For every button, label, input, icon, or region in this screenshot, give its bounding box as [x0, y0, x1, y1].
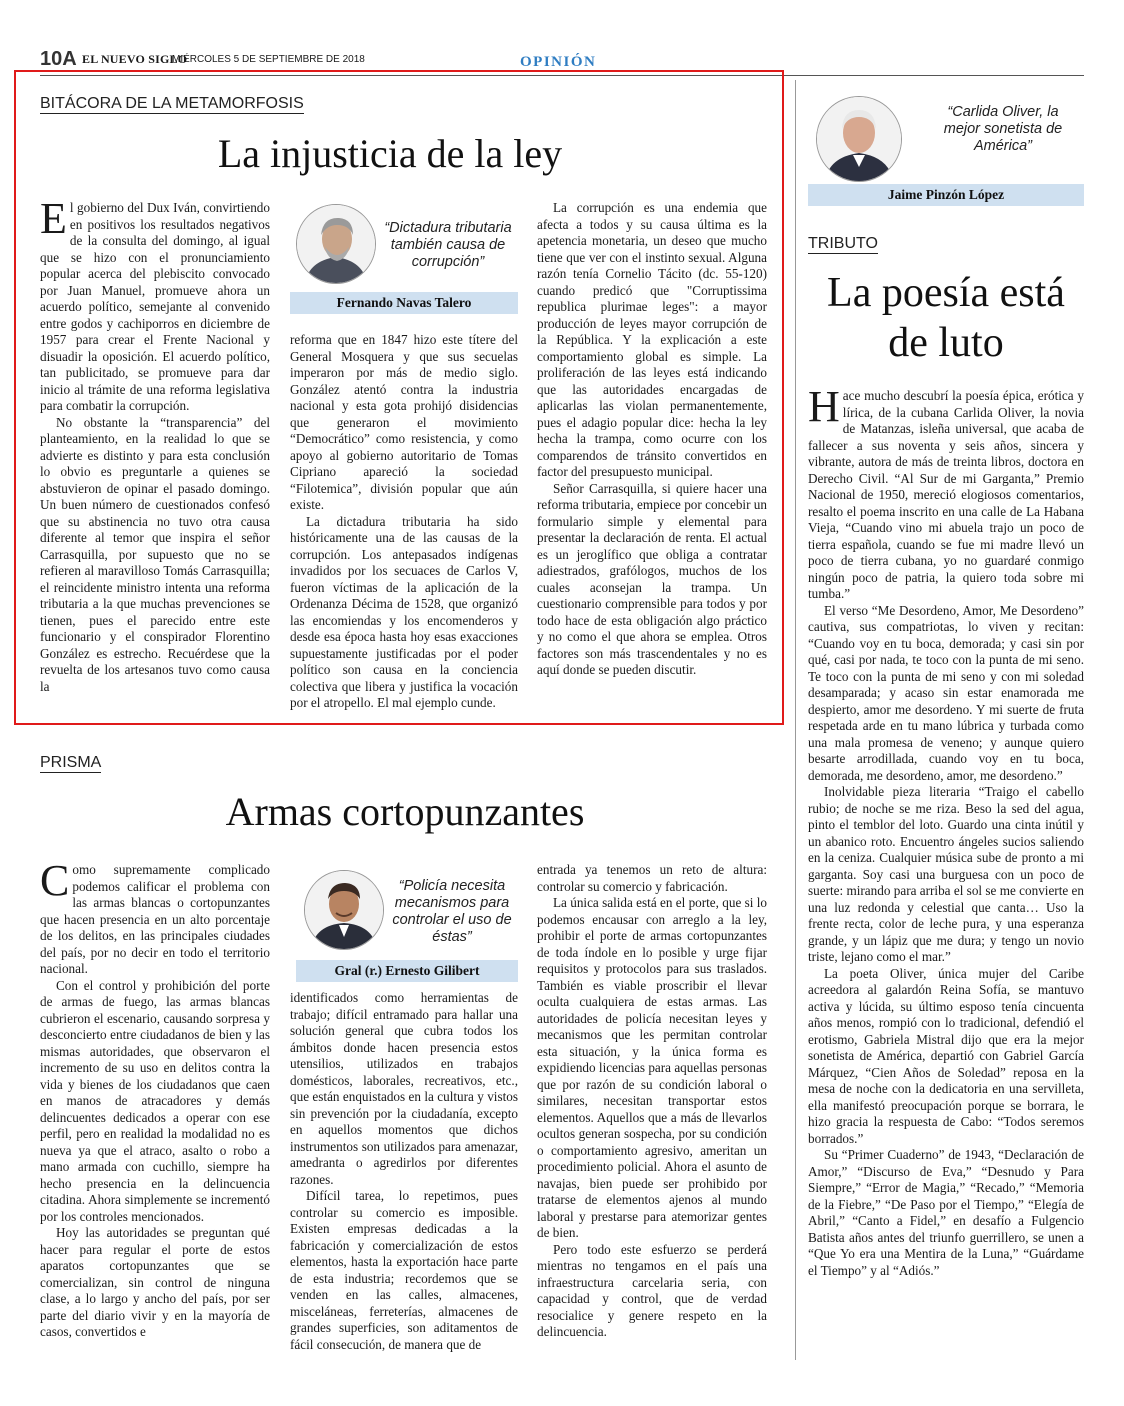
article2-column-1 [40, 862, 270, 1352]
article1-column-3 [537, 200, 767, 710]
article1-column-2 [290, 332, 518, 710]
kicker-label: TRIBUTO [808, 235, 878, 252]
drop-cap: E [40, 200, 67, 243]
paragraph: Señor Carrasquilla, si quiere hacer una reforma tributaria, empiece por concebir un formulario simple y elemental para presentar la declaración de renta. El actual es un jeroglífico que obliga a contratar adiestrados, grafólogos, muchos de los cuales aconsejan la trampa. Un cuestionario comprensible para todos y por todo hace de esta obligación algo práctico y no como el que ahora se emplea. Otros factores son más trascendentales y no es aquí donde se pueden discutir. [537, 480, 767, 677]
article2-column-2 [290, 990, 518, 1352]
article2-column-3 [537, 862, 767, 1352]
kicker-label: BITÁCORA DE LA METAMORFOSIS [40, 95, 304, 112]
author-photo [304, 870, 384, 950]
kicker-label: PRISMA [40, 754, 102, 771]
pull-quote: “Carlida Oliver, la mejor sonetista de América” [943, 104, 1063, 154]
pull-quote: “Dictadura tributaria también causa de corrupción” [384, 220, 512, 270]
paragraph: Con el control y prohibición del porte de armas de fuego, las armas blancas cubrieron el escenario, causando sorpresa y desconcierto entre ciudadanos de bien y las mismas autoridades, que observaron el incremento de su uso en delitos contra la vida y bienes de los ciudadanos que caen en manos de atracadores y demás delincuentes dedicados a operar con ese perfil, pero en realidad la modalidad no es nueva ya que el atraco, asalto o robo a mano armada con cuchillo, siempre ha hecho presencia en la delincuencia citadina. Ahora simplemente se incrementó por los controles mencionados. [40, 977, 270, 1224]
drop-cap: C [40, 862, 70, 905]
article1-title: La injusticia de la ley [217, 131, 563, 176]
paragraph: La poeta Oliver, única mujer del Caribe acreedora al galardón Reina Sofía, se mantuvo activa y lúcida, su último esposo tenía cincuenta años menos, rompió con lo tradicional, defendió el erotismo, Gabriela Mistral dijo que era la mejor sonetista de América, departió con Gabriel García Márquez, “Cien Años de Soledad” reposa en la mesa de noche con la dedicatoria en una servilleta, ella manifestó preocupación porque se borrara, le hizo gracia la respuesta de Cabo: “Todos seremos borrados.” [808, 965, 1084, 1146]
paragraph: Inolvidable pieza literaria “Traigo el cabello rubio; de noche se me riza. Beso la sed del agua, pinto el temblor del loto. Guardo una cinta inútil y un abanico roto. Encuentro ángeles sucios saliendo en la ceniza. Cualquier música sube de pronto a mi garganta. Soy casi una burguesa con un poco de suerte: mirando para arriba el sol se me convierte en una luz redonda y celestial que canta… Uso la frente recta, color de leche pura, y una esperanza grande, y un lápiz que me dura; y tengo un novio triste, lejano como el mar.” [808, 784, 1084, 964]
article3-title: La poesía está de luto [827, 270, 1065, 366]
paragraph: omo supremamente complicado podemos calificar el problema con las armas blancas o cortopunzantes que hacen presencia en un alto porcentaje de los delitos, en las principales ciudades del país, por no decir en todo el territorio nacional. [40, 862, 270, 976]
paragraph: Su “Primer Cuaderno” de 1943, “Declaración de Amor,” “Discurso de Eva,” “Desnudo y Para Siempre,” “Error de Magia,” “Recado,” “Memoria de la Fiebre,” “De Paso por el Tiempo,” “Elegía de Abril,” “Canto a Fidel,” en desafío a Fulgencio Batista años antes del triunfo guerrillero, se unen a “Que Yo era una Mentira de la Luna,” “Guárdame el Tiempo” y al “Adiós.” [808, 1147, 1084, 1278]
portrait-icon [305, 871, 383, 949]
paragraph: La única salida está en el porte, que si lo podemos encausar con arreglo a la ley, prohibir el porte de armas cortopunzantes de toda índole en lo posible y urge fijar requisitos y protocolos para sus traslados. También es viable proscribir el llevar oculta cualquiera de estas armas. Las autoridades de policía necesitan leyes y mecanismos que les permitan controlar esta situación, y la única forma es expidiendo licencias para aquellas personas que por razón de su condición laboral o similares, necesitan transportar estos elementos. Aquellos que a más de llevarlos ocultos generan sospecha, por su condición o comportamiento agresivo, ameritan un procedimiento policial. Ahora el asunto de navajas, bien puede ser prohibido por tratarse de elementos ajenos al mundo laboral y prestarse para atemorizar gentes de bien. [537, 895, 767, 1240]
author-name: Fernando Navas Talero [290, 292, 518, 314]
paragraph: identificados como herramientas de trabajo; difícil entramado para hallar una solución general que cubra todos los ámbitos donde hacen presencia estos utensilios, utilizados en trabajos domésticos, laborales, recreativos, etc., que están enquistados en la cultura y vistos sin prevención por la ciudadanía, excepto en aquellos momentos que dichos instrumentos son utilizados para amenazar, amedranta o agredirlos por diferentes razones. [290, 990, 518, 1187]
page-number: 10A [40, 48, 77, 70]
paragraph: entrada ya tenemos un reto de altura: controlar su comercio y fabricación. [537, 862, 767, 894]
paragraph: Difícil tarea, lo repetimos, pues controlar su comercio es imposible. Existen empresas dedicadas a la fabricación y comercialización de estos elementos, hasta la exportación hace parte de esta industria; recordemos que se venden en las calles, almacenes, misceláneas, ferreterías, almacenes de grandes superficies, son aditamentos de fácil consecución, de manera que de [290, 1188, 518, 1352]
article1-column-1 [40, 200, 270, 710]
portrait-icon [817, 97, 901, 181]
issue-date: MIÉRCOLES 5 DE SEPTIEMBRE DE 2018 [172, 54, 365, 65]
article2-author-box [296, 866, 518, 984]
author-photo [296, 204, 376, 284]
paragraph: No obstante la “transparencia” del planteamiento, en la realidad lo que se advierte es distinto y para esta conclusión lo obvio es preguntarle a quienes se abstuvieron de opinar el pasado domingo. Un buen número de cuestionados confesó que su abstinencia no tuvo otra causa diferente al temor que inspira el señor Carrasquilla, por supuesto que no se refieren al maravilloso Tomás Carrasquilla; el reincidente ministro intenta una reforma tributaria a la que muchas prevenciones se tienen, pues el parecido entre este funcionario y el conspirador Florentino González es estrecho. Recuérdese que la revuelta de los artesanos tuvo como causa la [40, 414, 270, 694]
article3-author-box [808, 90, 1084, 210]
article3-kicker [808, 233, 878, 253]
paragraph: l gobierno del Dux Iván, convirtiendo en positivos los resultados negativos de la consulta del domingo, al igual que se hizo con el pronunciamiento popular acerca del plebiscito convocado por Juan Manuel, promueve ahora un acuerdo político, semejante al convenido entre godos y cachiporros en diciembre de 1957 para crear el Frente Nacional y disuadir la oposición. El acuerdo político, tan publicitado, se promueve para dar inicio al trámite de una reforma legislativa para combatir la corrupción. [40, 200, 270, 413]
pull-quote: “Policía necesita mecanismos para controlar el uso de éstas” [392, 878, 512, 945]
paragraph: Pero todo este esfuerzo se perderá mientras no tengamos en el país una infraestructura carcelaria seria, con capacidad y control, que de verdad resocialice y genere respeto en la delincuencia. [537, 1241, 767, 1339]
article2-kicker [40, 752, 101, 772]
article1-kicker [40, 93, 304, 113]
newspaper-name: EL NUEVO SIGLO [82, 52, 188, 66]
paragraph: El verso “Me Desordeno, Amor, Me Desordeno” cautiva, sus compatriotas, lo viven y recitan: “Cuando voy en tu boca, demorada; y casi sin por qué, casi por nada, te toco con la punta de mi seno. Te toco con la punta de mi seno y con mi soledad desamparada; y acaso sin estar enamorada me despierto, amor me desordeno. Y mi suerte de fruta respetada arde en tu mano lúbrica y turbada como una mala promesa de veneno; y aunque quiero besarte arrodillada, cuando voy en tu boca, demorada, me desordeno, amor, me desordeno.” [808, 602, 1084, 783]
paragraph: La corrupción es una endemia que afecta a todos y su causa última es la apetencia monetaria, un deseo que mucho tiene que ver con el instinto sexual. Alguna razón tenía Cornelio Tácito (dc. 55-120) cuando predicó que "Corruptissima republica plurimae leges": a mayor producción de leyes mayor corrupción de la República. Y la explicación a este comportamiento global es simple. La proliferación de las leyes está indicando que las autoridades encargadas de aplicarlas las violan permanentemente, pues el adagio popular dice: hecha la ley hecha la trampa, como ocurre con los comparendos de tránsito convertidos en factor del presupuesto municipal. [537, 200, 767, 479]
paragraph: La dictadura tributaria ha sido históricamente una de las causas de la corrupción. Los antepasados indígenas invadidos por los secuaces de Carlos V, fueron víctimas de la aplicación de la Ordenanza Décima de 1528, que organizó las encomiendas y los encomenderos y desde esa época hasta hoy esas exacciones supuestamente justificadas por el poder político son causa en la conciencia colectiva que libera y justifica la vocación por el atropello. El mal ejemplo cunde. [290, 513, 518, 710]
author-name: Jaime Pinzón López [808, 184, 1084, 206]
paragraph: ace mucho descubrí la poesía épica, erótica y lírica, de la cubana Carlida Oliver, la novia de Matanzas, isleña universal, que acaba de fallecer a sus noventa y seis años, sincera y vibrante, autora de más de treinta libros, doctora en Derecho Civil. “Al Sur de mi Garganta,” Premio Nacional de 1950, mereció elogiosos comentarios, resalto el poema inscrito en una calle de La Habana Vieja, “Cuando vino mi abuela trajo un poco de tierra española, cuando se fue mi madre llevó un poco de tierra cubana, yo no guardaré conmigo ningún poco de patria, la quiero toda sobre mi tumba.” [808, 388, 1084, 601]
column-divider [795, 80, 796, 1360]
article3-body [808, 388, 1084, 1368]
drop-cap: H [808, 388, 840, 431]
author-photo [816, 96, 902, 182]
portrait-icon [297, 205, 375, 283]
author-name: Gral (r.) Ernesto Gilibert [296, 960, 518, 982]
article1-author-box [290, 200, 518, 315]
paragraph: Hoy las autoridades se preguntan qué hacer para regular el porte de estos aparatos cortopunzantes que se comercializan, sin control de ninguna clase, a lo largo y ancho del país, por ser parte del diario vivir y en la mayoría de casos, convertidos e [40, 1225, 270, 1339]
article2-title: Armas cortopunzantes [225, 789, 585, 834]
paragraph: reforma que en 1847 hizo este títere del General Mosquera y que sus secuelas imperaron por más de medio siglo. González atentó contra la industria nacional y esta gota prohijó disidencias que generaron el movimiento “Democrático” como resistencia, y como apoyo al gobierno autoritario de Tomas Cipriano apareció la sociedad “Filotemica”, división popular que aún existe. [290, 332, 518, 512]
section-name: OPINIÓN [520, 54, 597, 70]
